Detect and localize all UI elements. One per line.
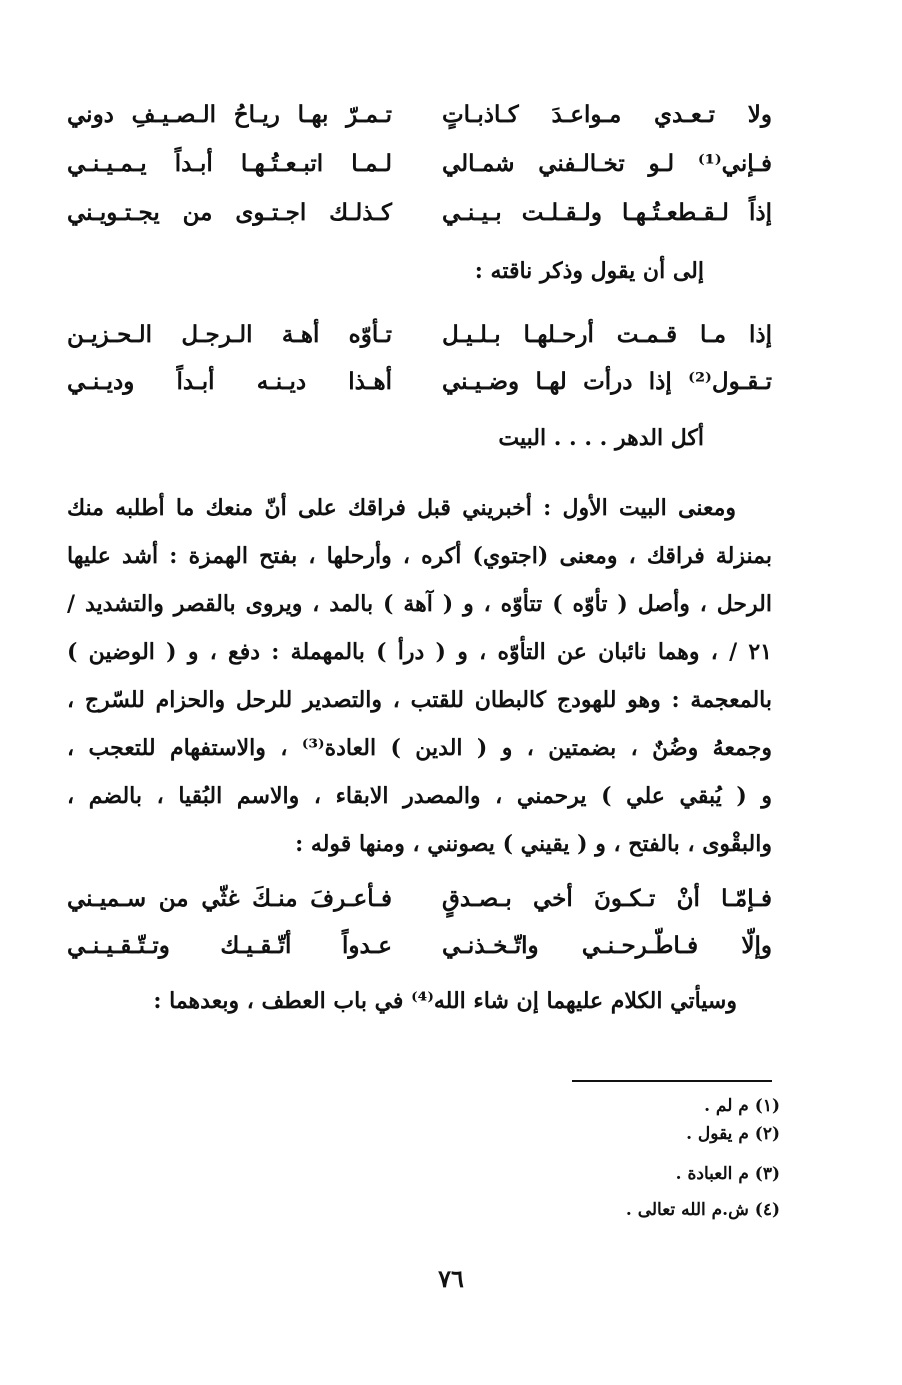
verse-line xyxy=(67,141,772,185)
verse-hemistich-left: تـأوّه أهـة الـرجـل الـحـزيـن xyxy=(67,320,392,348)
verse-line xyxy=(67,190,772,234)
paragraph-line: ومعنى البيت الأول : أخبريني قبل فراقك على أنّ منعك ما أطلبه منك xyxy=(67,495,736,521)
footnote: (٢) م يقول . xyxy=(686,1124,780,1144)
paragraph-line: الرحل ، وأصل ( تأوّه ) تتأوّه ، و ( آهة ) بالمد ، ويروى بالقصر والتشديد / xyxy=(67,591,772,617)
half-verse: أكل الدهر . . . . البيت xyxy=(498,425,704,451)
verse-hemistich-left: عـدواً أتّـقـيـك وتـتّـقـيـنـي xyxy=(67,931,392,959)
verse-hemistich-right: إذاً لـقـطعـتُـهـا ولـقـلـت بـيـنـي xyxy=(442,198,772,226)
verse-line xyxy=(67,359,772,403)
footnote-separator xyxy=(572,1080,772,1082)
verse-hemistich-left: كـذلـك اجـتـوى من يجـتـويـني xyxy=(67,198,392,226)
commentary-paragraph xyxy=(67,484,772,868)
paragraph-line: وجمعهُ وضُنٌ ، بضمتين ، و ( الدين ) العادة⁽³⁾ ، والاستفهام للتعجب ، xyxy=(67,735,772,761)
verse-line xyxy=(67,923,772,967)
paragraph-line: بالمعجمة : وهو للهودج كالبطان للقتب ، والتصدير للرحل والحزام للسّرج ، xyxy=(67,687,772,713)
intro-line: إلى أن يقول وذكر ناقته : xyxy=(474,258,704,284)
verse-hemistich-right: إذا مـا قـمـت أرحـلهـا بـلـيـل xyxy=(442,320,772,348)
verse-hemistich-left: لـمـا اتبـعـتُـهـا أبـداً يـمـيـنـي xyxy=(67,149,392,177)
verse-line xyxy=(67,876,772,920)
footnote: (٤) ش.م الله تعالى . xyxy=(625,1200,780,1220)
verse-hemistich-right: تـقـول⁽²⁾ إذا درأت لهـا وضـيـني xyxy=(442,367,772,395)
verse-hemistich-right: فـإني⁽¹⁾ لـو تخـالـفني شمـالي xyxy=(442,149,772,177)
verse-hemistich-left: فـأعـرفَ منـكَ غثّي من سـميـني xyxy=(67,884,392,912)
verse-hemistich-left: تـمـرّ بهـا ريـاحُ الـصـيـفِ دوني xyxy=(67,100,392,128)
footnote: (٣) م العبادة . xyxy=(675,1164,780,1184)
paragraph-line: و ( يُبقي علي ) يرحمني ، والمصدر الابقاء ، والاسم البُقيا ، بالضم ، xyxy=(67,783,772,809)
verse-hemistich-left: أهـذا ديـنـه أبـداً وديـنـي xyxy=(67,367,392,395)
page-number: ٧٦ xyxy=(438,1264,464,1293)
closing-line: وسيأتي الكلام عليهما إن شاء الله⁽⁴⁾ في باب العطف ، وبعدهما : xyxy=(153,988,737,1014)
paragraph-line: والبقْوى ، بالفتح ، و ( يقيني ) يصونني ، ومنها قوله : xyxy=(295,831,772,857)
footnote: (١) م لم . xyxy=(704,1096,780,1116)
verse-hemistich-right: وإلّا فـاطّـرحـنـي واتّـخـذنـي xyxy=(442,931,772,959)
paragraph-line: ٢١ / ، وهما نائبان عن التأوّه ، و ( درأ ) بالمهملة : دفع ، و ( الوضين ) xyxy=(67,639,772,665)
verse-line xyxy=(67,92,772,136)
paragraph-line: بمنزلة فراقك ، ومعنى (اجتوي) أكره ، وأرحلها ، بفتح الهمزة : أشد عليها xyxy=(67,543,772,569)
verse-hemistich-right: ولا تـعـدي مـواعـدَ كـاذبـاتٍ xyxy=(442,100,772,128)
verse-line xyxy=(67,312,772,356)
verse-hemistich-right: فـإمّـا أنْ تـكـونَ أخي بـصـدقٍ xyxy=(442,884,772,912)
